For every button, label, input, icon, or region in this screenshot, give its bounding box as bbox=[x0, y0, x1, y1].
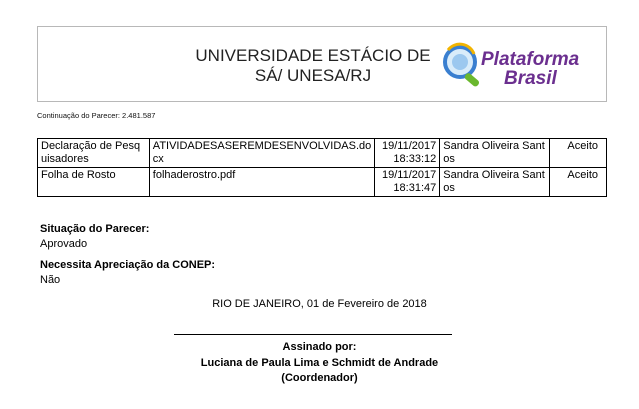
signer-role: (Coordenador) bbox=[281, 372, 358, 384]
cell-document-type: Declaração de Pesquisadores bbox=[38, 139, 150, 168]
signature-line bbox=[174, 334, 452, 335]
logo-text-brasil: Brasil bbox=[504, 68, 557, 89]
cell-document-type: Folha de Rosto bbox=[38, 168, 150, 197]
posted-date: 19/11/2017 bbox=[382, 169, 437, 181]
cell-posted-date bbox=[375, 168, 440, 197]
situacao-label: Situação do Parecer: bbox=[40, 223, 150, 235]
plataforma-brasil-logo bbox=[438, 42, 588, 90]
table-row bbox=[38, 168, 607, 197]
logo-text-plataforma: Plataforma bbox=[481, 49, 580, 70]
document-header bbox=[37, 26, 607, 102]
cell-author: Sandra Oliveira Santos bbox=[440, 168, 550, 197]
situacao-value: Aprovado bbox=[40, 238, 88, 250]
continuation-note: Continuação do Parecer: 2.481.587 bbox=[37, 111, 156, 120]
cell-file-name: ATIVIDADESASEREMDESENVOLVIDAS.docx bbox=[149, 139, 375, 168]
posted-time: 18:33:12 bbox=[393, 153, 437, 165]
documents-table bbox=[37, 138, 607, 197]
cell-posted-date bbox=[375, 139, 440, 168]
posted-date: 19/11/2017 bbox=[382, 140, 437, 152]
institution-name: UNIVERSIDADE ESTÁCIO DE SÁ/ UNESA/RJ bbox=[195, 46, 431, 85]
conep-label: Necessita Apreciação da CONEP: bbox=[40, 259, 216, 271]
cell-status: Aceito bbox=[550, 139, 607, 168]
place-date: RIO DE JANEIRO, 01 de Fevereiro de 2018 bbox=[212, 298, 427, 310]
cell-status: Aceito bbox=[550, 168, 607, 197]
signer-name: Luciana de Paula Lima e Schmidt de Andrade bbox=[200, 357, 439, 369]
cell-file-name: folhaderostro.pdf bbox=[149, 168, 375, 197]
posted-time: 18:31:47 bbox=[393, 182, 437, 194]
table-row bbox=[38, 139, 607, 168]
cell-author: Sandra Oliveira Santos bbox=[440, 139, 550, 168]
signed-by-label: Assinado por: bbox=[282, 341, 357, 353]
conep-value: Não bbox=[40, 274, 61, 286]
